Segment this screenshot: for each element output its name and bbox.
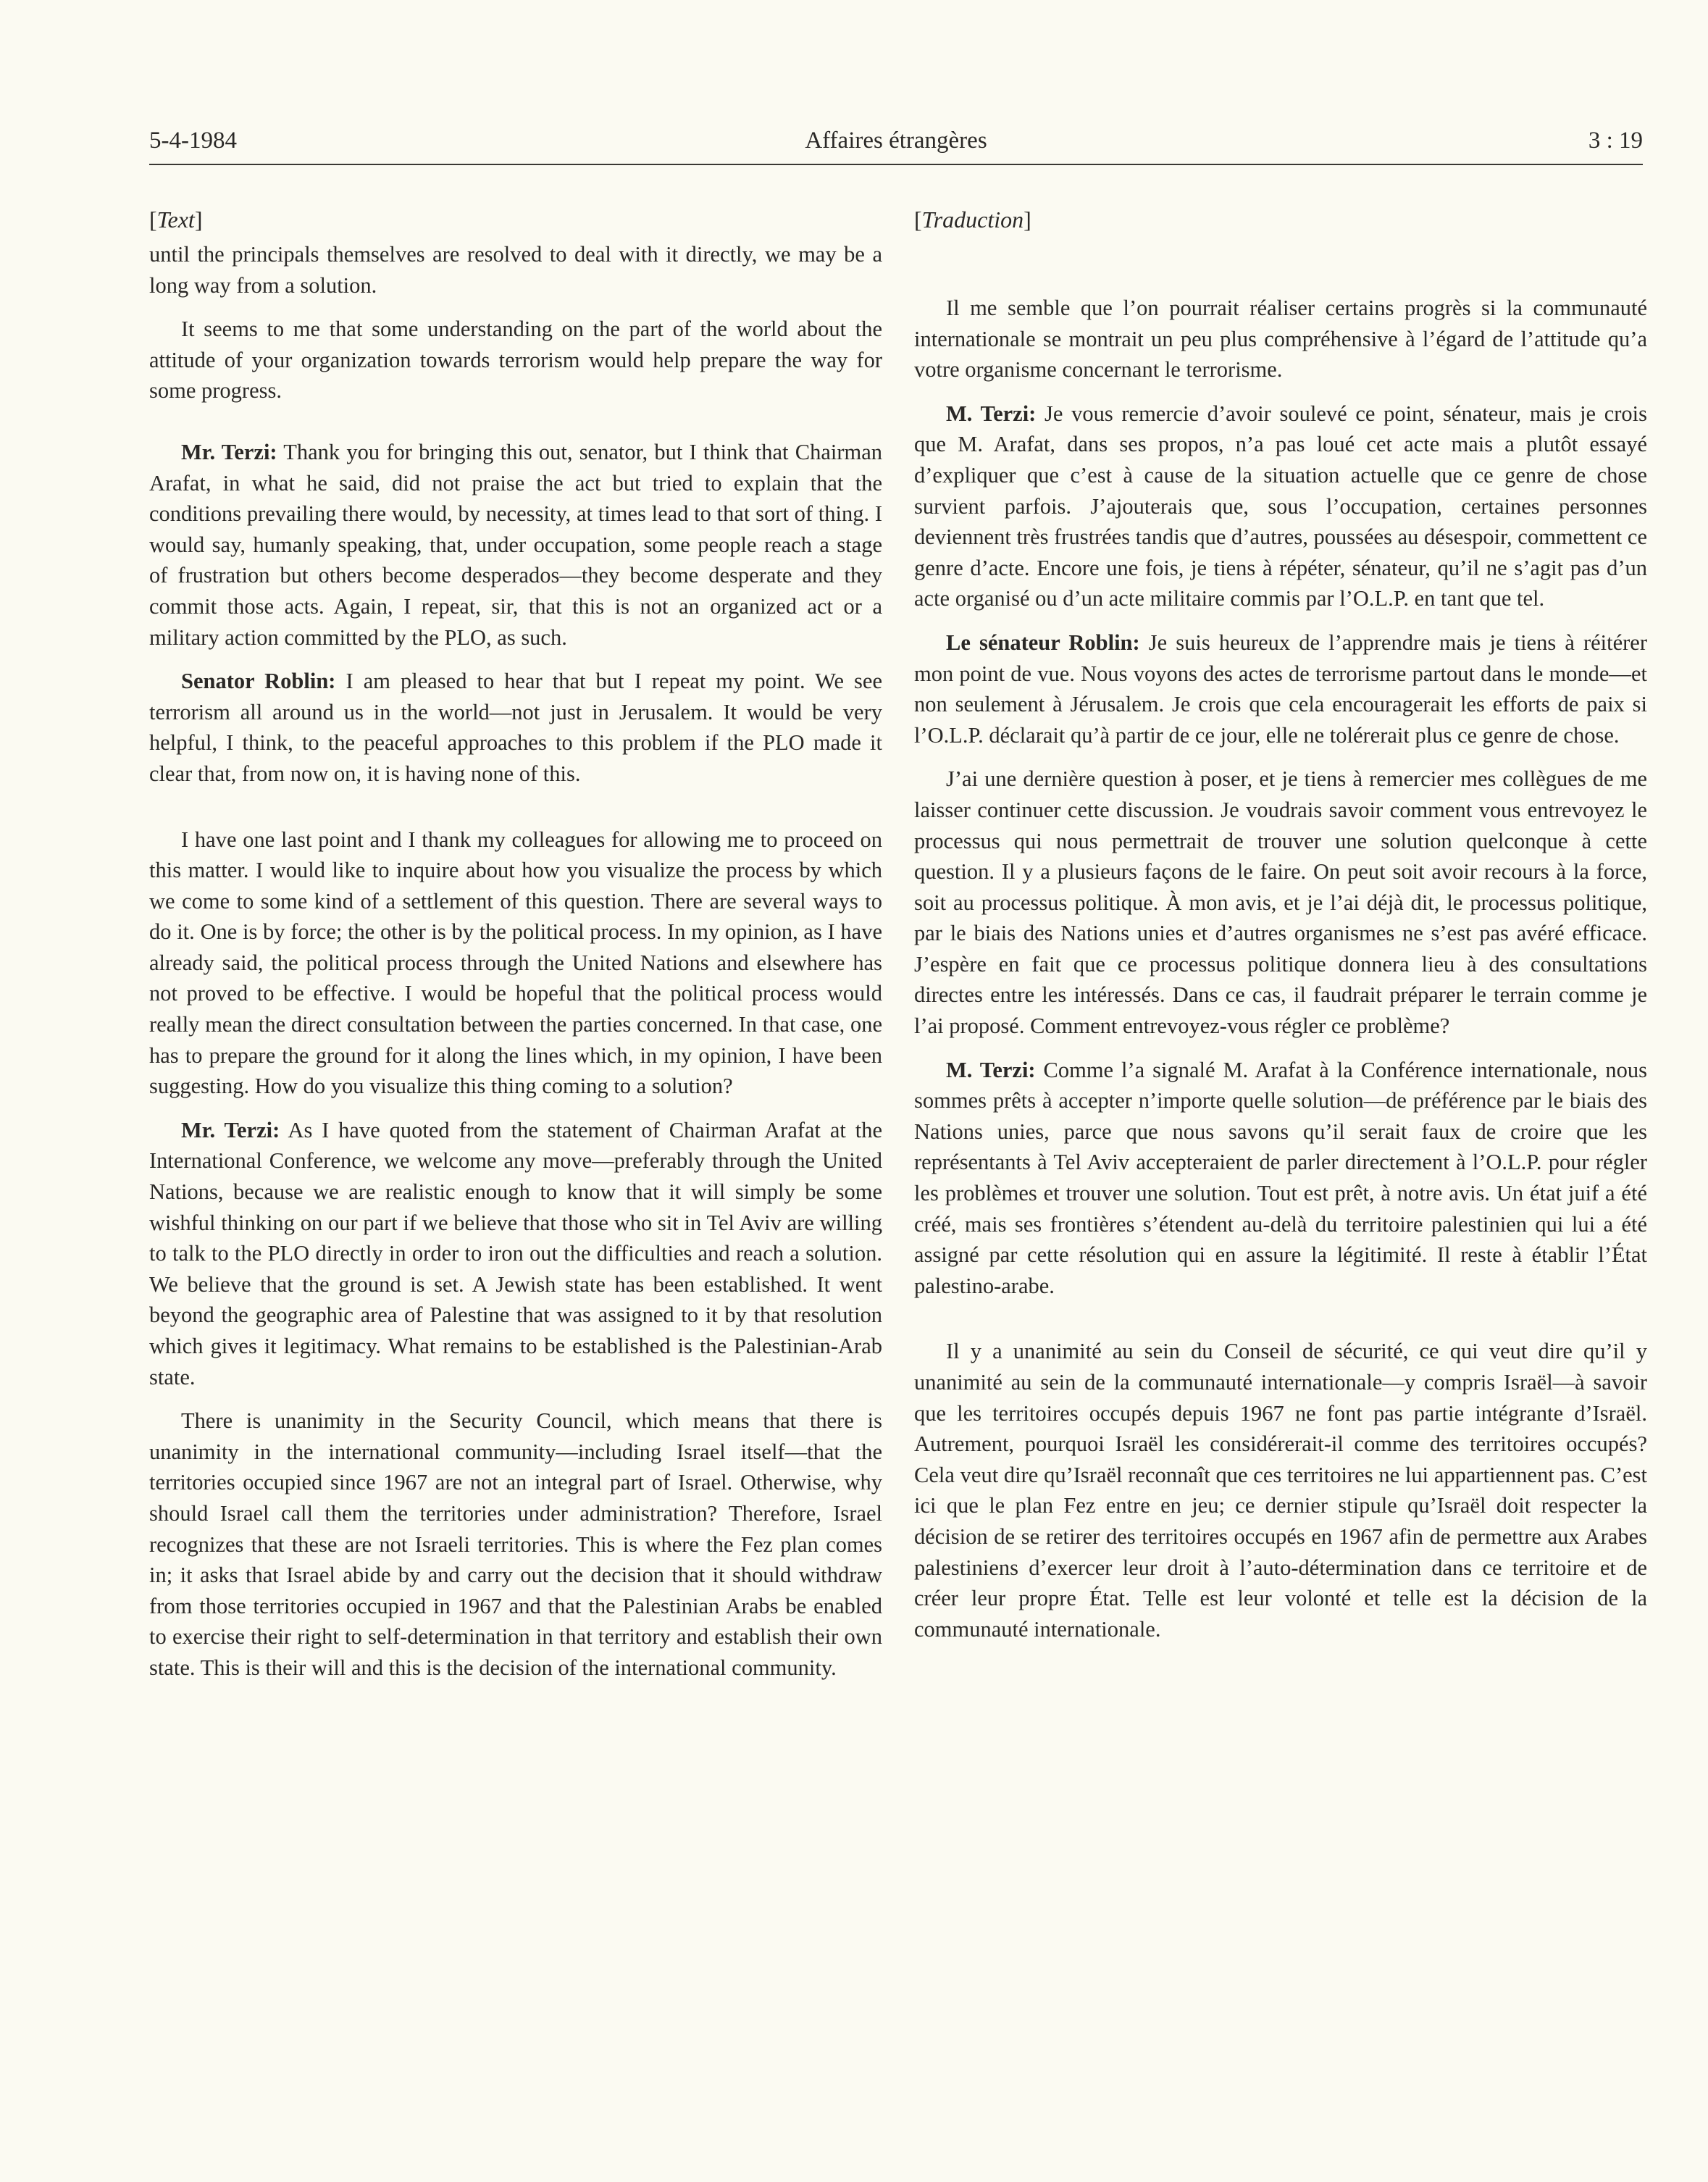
paragraph-text: J’ai une dernière question à poser, et je tiens à remercier mes collègues de me laisser continuer cette discussion. Je voudrais savoir comment vous entrevoyez le processus qui nous permettrait de trouver une solution quelconque à cette question. Il y a plusieurs façons de le faire. On peut soit avoir recours à la force, soit au processus politique. À mon avis, et je l’ai déjà dit, le processus politique, par le biais des Nations unies et d’autres organismes ne s’est pas avéré efficace. J’espère en fait que ce processus politique donnera lieu à des consultations directes entre les intéressés. Dans ce cas, il faudrait préparer le terrain comme je l’ai proposé. Comment entrevoyez-vous régler ce problème? [914,766,1647,1039]
paragraph-text: until the principals themselves are resolved to deal with it directly, we may be a long way from a solution. [149,242,882,298]
paragraph-text: Je vous remercie d’avoir soulevé ce point, sénateur, mais je crois que M. Arafat, dans ses propos, n’a pas loué cet acte mais a plutôt essayé d’expliquer que c’est à cause de la situation actuelle que ce genre de chose survient parfois. J’ajouterais que, sous l’occupation, certaines personnes deviennent très frustrées tandis que d’autres, poussées au désespoir, commettent ce genre d’acte. Encore une fois, je tiens à répéter, sénateur, qu’il ne s’agit pas d’un acte organisé ou d’un acte militaire commis par l’O.L.P. en tant que tel. [914,401,1648,611]
paragraph [149,824,882,1102]
speaker-name: M. Terzi: [946,401,1037,426]
header-rule [149,164,1643,165]
paragraph [914,1055,1647,1302]
paragraph [149,239,882,301]
paragraph-text: It seems to me that some understanding on the part of the world about the attitude of your organization towards terrorism would help prepare the way for some progress. [149,317,882,404]
speaker-name: Mr. Terzi: [181,439,277,464]
column-label: [Traduction] [914,206,1031,233]
speaker-name: Senator Roblin: [181,669,336,694]
paragraph-text: Il me semble que l’on pourrait réaliser certains progrès si la communauté internationale se montrait un peu plus compréhensive à l’égard de l’attitude qu’a votre organisme concernant le terrorisme. [914,296,1647,383]
paragraph-text: As I have quoted from the statement of Chairman Arafat at the International Conference, we welcome any move—preferably through the United Nations, because we are realistic enough to know that it will simply be some wishful thinking on our part if we believe that those who sit in Tel Aviv are willing to talk to the PLO directly in order to iron out the difficulties and reach a solution. We believe that the ground is set. A Jewish state has been established. It went beyond the geographic area of Palestine that was assigned to it by that resolution which gives it legitimacy. What remains to be established is the Palestinian-Arab state. [149,1117,882,1389]
paragraph-text: I am pleased to hear that but I repeat my point. We see terrorism all around us in the world—not just in Jerusalem. It would be very helpful, I think, to the peaceful approaches to this problem if the PLO made it clear that, from now on, it is having none of this. [149,669,882,786]
paragraph-text: Il y a unanimité au sein du Conseil de sécurité, ce qui veut dire qu’il y unanimité au sein de la communauté internationale—y compris Israël—à savoir que les territoires occupés depuis 1967 ne font pas partie intégrante d’Israël. Autrement, pourquoi Israël les considérerait-il comme des territoires occupés? Cela veut dire qu’Israël reconnaît que ces territoires ne lui appartiennent pas. C’est ici que le plan Fez entre en jeu; ce dernier stipule qu’Israël doit respecter la décision de se retirer des territoires occupés en 1967 afin de permettre aux Arabes palestiniens d’exercer leur droit à l’auto-détermination dans ce territoire et de créer leur propre État. Telle est leur volonté et telle est la décision de la communauté internationale. [914,1339,1647,1642]
paragraph [914,1336,1647,1644]
paragraph [914,627,1647,751]
paragraph-text: Comme l’a signalé M. Arafat à la Conférence internationale, nous sommes prêts à accepter n’importe quelle solution—de préférence par le biais des Nations unies, parce que nous savons qu’il serait faux de croire que les représentants à Tel Aviv accepteraient de parler directement à l’O.L.P. pour régler les problèmes et trouver une solution. Tout est prêt, à notre avis. Un état juif a été créé, mais ses frontières s’étendent au-delà du territoire palestinien qui lui a été assigné par cette résolution qui en assure la légitimité. Il reste à établir l’État palestino-arabe. [914,1057,1647,1298]
header-title: Affaires étrangères [805,128,987,154]
paragraph [149,666,882,789]
paragraph [914,398,1647,614]
paragraph [149,1115,882,1392]
paragraph [149,314,882,406]
paragraph [914,293,1647,385]
header-date: 5-4-1984 [149,128,237,154]
paragraph [149,437,882,653]
paragraph-text: Je suis heureux de l’apprendre mais je tiens à réitérer mon point de vue. Nous voyons des actes de terrorisme partout dans le monde—et non seulement à Jérusalem. Je crois que cela encouragerait les efforts de paix si l’O.L.P. déclarait qu’à partir de ce jour, elle ne tolérerait plus ce genre de chose. [914,630,1647,748]
paragraph [914,764,1647,1041]
speaker-name: Mr. Terzi: [181,1117,280,1142]
column-label-text: Text [156,206,195,233]
paragraph [149,1405,882,1683]
french-column [914,204,1647,1658]
paragraph-text: I have one last point and I thank my colleagues for allowing me to proceed on this matter. I would like to inquire about how you visualize the process by which we come to some kind of a settlement of this question. There are several ways to do it. One is by force; the other is by the political process. In my opinion, as I have already said, the political process through the United Nations and elsewhere has not proved to be effective. I would be hopeful that the political process would really mean the direct consultation between the parties concerned. In that case, one has to prepare the ground for it along the lines which, in my opinion, I have been suggesting. How do you visualize this thing coming to a solution? [149,827,882,1099]
speaker-name: M. Terzi: [946,1057,1036,1082]
column-label-text: Traduction [921,206,1024,233]
speaker-name: Le sénateur Roblin: [946,630,1140,655]
header-page-number: 3 : 19 [1588,128,1643,154]
paragraph-text: Thank you for bringing this out, senator, but I think that Chairman Arafat, in what he said, did not praise the act but tried to explain that the conditions prevailing there would, by necessity, at times lead to that sort of thing. I would say, humanly speaking, that, under occupation, some people reach a stage of frustration but others become desperados—they become desperate and they commit those acts. Again, I repeat, sir, that this is not an organized act or a military action committed by the PLO, as such. [149,439,882,650]
english-column [149,204,882,1697]
column-label: [Text] [149,206,203,233]
page-header [149,123,1643,164]
paragraph-text: There is unanimity in the Security Council, which means that there is unanimity in the international community—including Israel itself—that the territories occupied since 1967 are not an integral part of Israel. Otherwise, why should Israel call them the territories under administration? Therefore, Israel recognizes that these are not Israeli territories. This is where the Fez plan comes in; it asks that Israel abide by and carry out the decision that it should withdraw from those territories occupied in 1967 and that the Palestinian Arabs be enabled to exercise their right to self-determination in that territory and establish their own state. This is their will and this is the decision of the international community. [149,1408,882,1680]
